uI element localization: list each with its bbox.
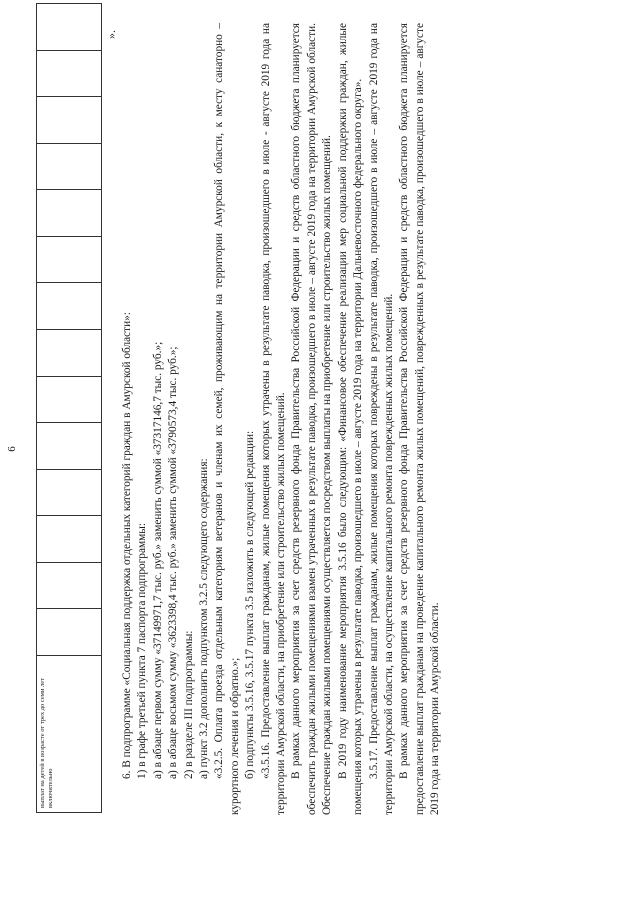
- paragraph: а) в абзаце восьмом сумму «3623398,4 тыс. руб.» заменить суммой «3790573,4 тыс. руб.»;: [167, 346, 180, 779]
- paragraph: 3.5.17. Предоставление выплат гражданам, жилые помещения которых повреждены в результате паводка, произошедшего в июле – августе 2019 года на территории Амурской области, на осуществление капитального ремонта поврежденных жилых помещений.: [367, 23, 395, 815]
- table-cell-empty: [37, 236, 102, 283]
- paragraph: 6. В подпрограмме «Социальная поддержка отдельных категорий граждан в Амурской области»:: [121, 312, 133, 779]
- table-cell-empty: [37, 376, 102, 423]
- document-body: [120, 23, 444, 815]
- paragraph: а) в абзаце первом сумму «37149971,7 тыс. руб.» заменить суммой «37317146,7 тыс. руб.»;: [151, 341, 164, 779]
- table-cell-empty: [37, 190, 102, 237]
- closing-quote: ».: [104, 30, 118, 39]
- table-cell-empty: [37, 4, 102, 51]
- table-cell-empty: [37, 50, 102, 97]
- paragraph: В 2019 году наименование мероприятия 3.5.16 было следующим: «Финансовое обеспечение реализации мер социальной поддержки граждан, жилые помещения которых утрачены в результате паводка, произошедшего в июле – августе 2019 года на территории Дальневосточного федерального округа».: [336, 23, 365, 815]
- paragraph: а) пункт 3.2 дополнить подпунктом 3.2.5 следующего содержания:: [198, 458, 211, 779]
- table-row: [37, 4, 102, 813]
- paragraph: «3.2.5. Оплата проезда отдельным категориям ветеранов и членам их семей, проживающим на территории Амурской области, к месту санаторно – курортного лечения и обратно.»;: [213, 23, 241, 815]
- table-cell-empty: [37, 423, 102, 470]
- page-number: 6: [6, 446, 18, 452]
- paragraph: 1) в графе третьей пункта 7 паспорта подпрограммы:: [136, 523, 149, 779]
- table-cell-empty: [37, 469, 102, 516]
- paragraph: б) подпункты 3.5.16, 3.5.17 пункта 3.5 изложить в следующей редакции:: [244, 430, 257, 779]
- table-cell-empty: [37, 516, 102, 563]
- paragraph: В рамках данного мероприятия за счет средств резервного фонда Правительства Российской Федерации и средств областного бюджета планируется предоставление выплат гражданам на проведение капитального ремонта жилых помещений, поврежденных в результате паводка, произошедшего в июле – августе 2019 года на территории Амурской области.: [398, 23, 442, 815]
- table-cell-empty: [37, 283, 102, 330]
- paragraph: В рамках данного мероприятия за счет средств резервного фонда Правительства Российской Федерации и средств областного бюджета планируется обеспечить граждан жилыми помещениями взамен утраченных в результате паводка, произошедшего в июле – августе 2019 года на территории Амурской области. Обеспечение граждан жилыми помещениями осуществляется посредством выплаты на приобретение или строительство жилых помещений.: [290, 23, 334, 815]
- budget-table-fragment: [36, 3, 102, 813]
- table-cell-empty: [37, 562, 102, 609]
- table-cell-label: выплат на детей в возрасте от трех до семи лет включительно: [37, 656, 102, 813]
- table-cell-empty: [37, 143, 102, 190]
- table-cell-empty: [37, 609, 102, 656]
- paragraph: 2) в разделе III подпрограммы:: [182, 630, 195, 779]
- paragraph: «3.5.16. Предоставление выплат гражданам, жилые помещения которых утрачены в результате паводка, произошедшего в июле - августе 2019 года на территории Амурской области, на приобретение или строительство жилых помещений.: [259, 23, 288, 815]
- table-cell-empty: [37, 97, 102, 144]
- table-cell-empty: [37, 330, 102, 377]
